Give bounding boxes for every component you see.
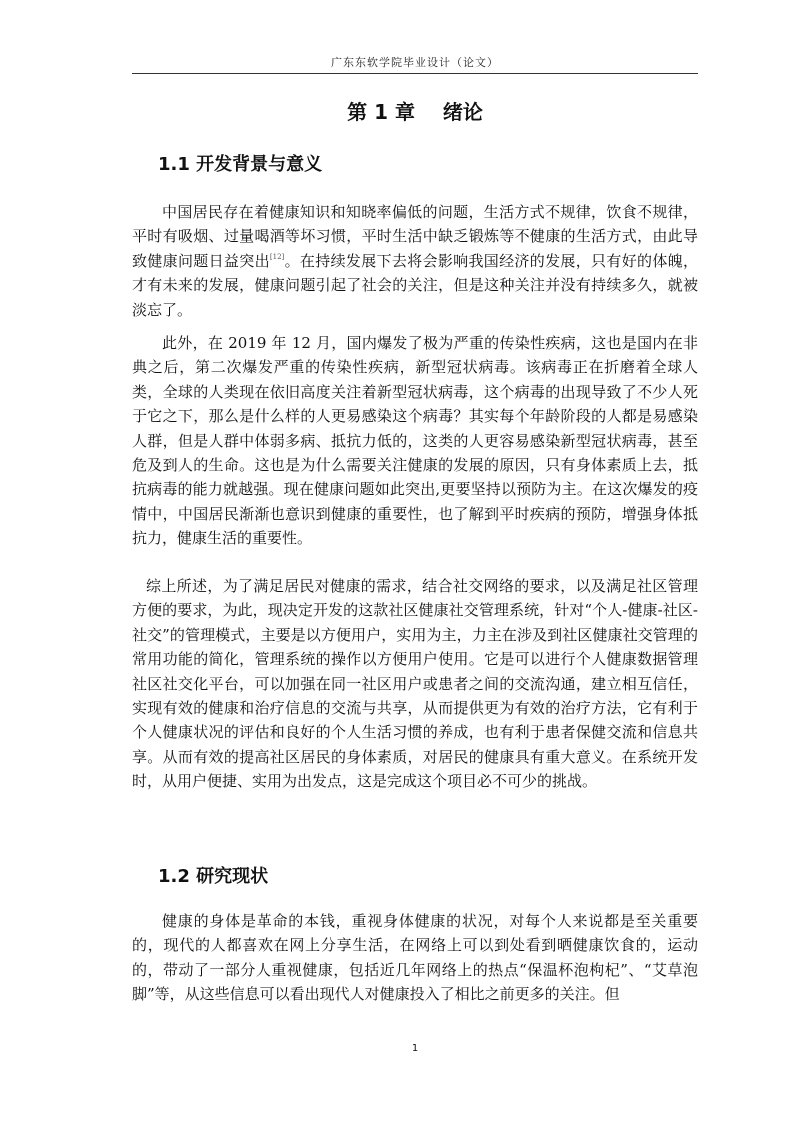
page-number: 1: [411, 1043, 419, 1054]
paragraph-text: 。在持续发展下去将会影响我国经济的发展，只有好的体魄，才有未来的发展，健康问题引起了社会的关注，但是这种关注并没有持续多久，就被淡忘了。: [132, 251, 698, 319]
section-heading-1-1: 1.1 开发背景与意义: [158, 154, 323, 175]
paragraph-research-status-1: 健康的身体是革命的本钱，重视身体健康的状况，对每个人来说都是至关重要的，现代的人都喜欢在网上分享生活，在网络上可以到处看到晒健康饮食的，运动的，带动了一部分人重视健康，包括近几年网络上的热点“保温杯泡枸杞”、“艾草泡脚”等，从这些信息可以看出现代人对健康投入了相比之前更多的关注。但: [132, 912, 698, 1004]
chapter-title: 第 1 章 绪论: [347, 100, 483, 124]
paragraph-background-3: 综上所述，为了满足居民对健康的需求，结合社交网络的要求，以及满足社区管理方便的要求，为此，现决定开发的这款社区健康社交管理系统，针对“个人-健康-社区-社交”的管理模式，主要是以方便用户，实用为主，力主在涉及到社区健康社交管理的常用功能的简化，管理系统的操作以方便用户使用。它是可以进行个人健康数据管理社区社交化平台，可以加强在同一社区用户或患者之间的交流沟通，建立相互信任，实现有效的健康和治疗信息的交流与共享，从而提供更为有效的治疗方法，它有利于个人健康状况的评估和良好的个人生活习惯的养成，也有利于患者保健交流和信息共享。从而有效的提高社区居民的身体素质，对居民的健康具有重大意义。在系统开发时，从用户便捷、实用为出发点，这是完成这个项目必不可少的挑战。: [132, 577, 698, 791]
citation-reference: [12]: [269, 252, 285, 261]
header-rule: [132, 73, 698, 74]
paragraph-text: 中国居民存在着健康知识和知晓率偏低的问题，生活方式不规律，饮食不规律，平时有吸烟、过量喝酒等坏习惯，平时生活中缺乏锻炼等不健康的生活方式，由此导致健康问题日益突出: [132, 203, 698, 270]
paragraph-background-1: [132, 200, 698, 322]
paragraph-background-2: 此外，在 2019 年 12 月，国内爆发了极为严重的传染性疾病，这也是国内在非典之后，第二次爆发严重的传染性疾病，新型冠状病毒。该病毒正在折磨着全球人类，全球的人类现在依旧高度关注着新型冠状病毒，这个病毒的出现导致了不少人死于它之下，那么是什么样的人更易感染这个病毒？其实每个年龄阶段的人都是易感染人群，但是人群中体弱多病、抵抗力低的，这类的人更容易感染新型冠状病毒，甚至危及到人的生命。这也是为什么需要关注健康的发展的原因，只有身体素质上去，抵抗病毒的能力就越强。现在健康问题如此突出,更要坚持以预防为主。在这次爆发的疫情中，中国居民渐渐也意识到健康的重要性，也了解到平时疾病的预防，增强身体抵抗力，健康生活的重要性。: [132, 334, 698, 548]
section-heading-1-2: 1.2 研究现状: [158, 866, 269, 887]
running-header: 广东东软学院毕业设计（论文）: [331, 56, 499, 69]
